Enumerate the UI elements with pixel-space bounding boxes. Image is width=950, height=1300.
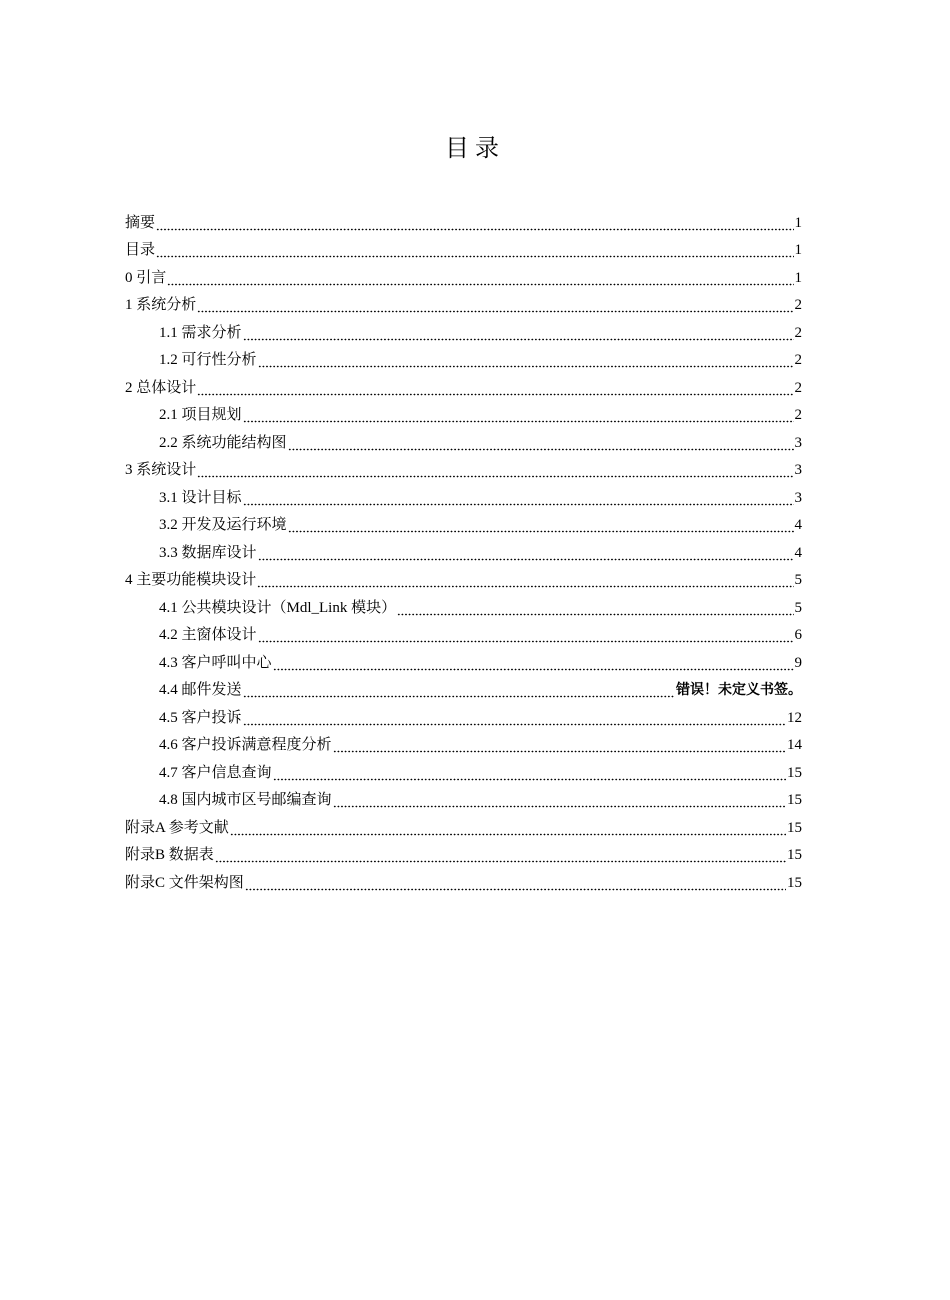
toc-entry[interactable] [125,562,802,590]
toc-entry-label: 4.1 公共模块设计（Mdl_Link 模块） [159,599,397,616]
toc-entry[interactable] [125,782,802,810]
toc-entry-page: 15 [787,764,802,781]
toc-dot-leader [156,215,793,232]
toc-entry-page: 2 [794,352,802,368]
toc-dot-leader [273,765,786,782]
toc-entry-label: 1.2 可行性分析 [159,352,257,368]
toc-entry-label: 3.1 设计目标 [159,489,242,506]
toc-dot-leader [273,655,794,672]
toc-entry-label: 1 系统分析 [125,297,197,313]
toc-entry-page: 4 [794,544,802,561]
toc-entry-page: 3 [794,462,802,478]
toc-entry-page: 错误！未定义书签。 [676,682,802,698]
toc-entry[interactable] [125,259,802,287]
toc-dot-leader [333,792,786,809]
toc-entry-label: 4.5 客户投诉 [159,709,242,726]
toc-entry[interactable] [125,507,802,535]
toc-entry-page: 1 [794,214,802,231]
toc-entry-page: 12 [787,709,802,726]
toc-entry-label: 4 主要功能模块设计 [125,572,257,588]
toc-dot-leader [197,380,793,397]
toc-entry[interactable] [125,699,802,727]
toc-entry-label: 3.2 开发及运行环境 [159,517,287,533]
toc-dot-leader [258,627,794,644]
toc-dot-leader [397,600,793,617]
toc-entry[interactable] [125,232,802,260]
toc-entry-label: 附录B 数据表 [125,847,214,863]
toc-entry-page: 5 [794,599,802,616]
toc-entry[interactable] [125,754,802,782]
toc-dot-leader [230,820,786,837]
toc-entry-page: 15 [787,819,802,836]
toc-entry-label: 4.8 国内城市区号邮编查询 [159,792,332,808]
toc-entry-label: 4.4 邮件发送 [159,682,242,698]
table-of-contents [125,204,802,892]
toc-entry-label: 摘要 [125,214,156,231]
toc-dot-leader [257,572,793,589]
toc-dot-leader [258,352,794,369]
toc-entry[interactable] [125,617,802,645]
toc-entry-page: 1 [794,269,802,286]
toc-dot-leader [333,737,786,754]
toc-dot-leader [215,847,786,864]
toc-entry-page: 1 [794,242,802,258]
toc-dot-leader [245,875,786,892]
toc-entry-label: 4.7 客户信息查询 [159,764,272,781]
toc-entry-label: 附录A 参考文献 [125,819,229,836]
toc-entry-label: 2 总体设计 [125,379,197,396]
toc-entry[interactable] [125,644,802,672]
toc-entry[interactable] [125,672,802,700]
toc-entry[interactable] [125,397,802,425]
toc-entry-page: 5 [794,572,802,588]
toc-entry-page: 2 [794,407,802,423]
toc-entry-page: 4 [794,517,802,533]
toc-entry-label: 目录 [125,242,156,258]
toc-entry[interactable] [125,809,802,837]
toc-dot-leader [288,435,794,452]
toc-dot-leader [288,517,794,534]
toc-dot-leader [197,462,793,479]
toc-entry-label: 2.1 项目规划 [159,407,242,423]
toc-entry[interactable] [125,589,802,617]
toc-entry-page: 2 [794,297,802,313]
toc-entry-label: 4.3 客户呼叫中心 [159,654,272,671]
toc-entry[interactable] [125,864,802,892]
toc-entry[interactable] [125,424,802,452]
toc-dot-leader [258,545,794,562]
toc-dot-leader [156,242,793,259]
toc-entry-page: 6 [794,627,802,643]
toc-entry[interactable] [125,479,802,507]
page-title: 目录 [445,134,505,162]
toc-dot-leader [243,325,794,342]
toc-entry-label: 4.6 客户投诉满意程度分析 [159,737,332,753]
toc-entry-label: 0 引言 [125,269,167,286]
toc-entry-page: 2 [794,324,802,341]
toc-entry[interactable] [125,204,802,232]
toc-entry[interactable] [125,727,802,755]
toc-entry[interactable] [125,369,802,397]
toc-entry[interactable] [125,342,802,370]
toc-dot-leader [197,297,793,314]
toc-dot-leader [243,682,675,699]
toc-dot-leader [243,407,794,424]
toc-entry-label: 4.2 主窗体设计 [159,627,257,643]
toc-entry-page: 2 [794,379,802,396]
toc-dot-leader [167,270,793,287]
toc-entry[interactable] [125,287,802,315]
toc-entry-label: 1.1 需求分析 [159,324,242,341]
toc-entry[interactable] [125,837,802,865]
toc-entry[interactable] [125,452,802,480]
toc-entry-page: 3 [794,434,802,451]
toc-entry-page: 15 [787,792,802,808]
toc-dot-leader [243,710,786,727]
toc-entry-page: 9 [794,654,802,671]
toc-entry[interactable] [125,314,802,342]
toc-entry-page: 15 [787,847,802,863]
toc-entry-label: 3.3 数据库设计 [159,544,257,561]
toc-entry[interactable] [125,534,802,562]
toc-entry-page: 15 [787,874,802,891]
toc-entry-page: 14 [787,737,802,753]
toc-dot-leader [243,490,794,507]
toc-entry-label: 3 系统设计 [125,462,197,478]
toc-entry-label: 附录C 文件架构图 [125,874,244,891]
toc-entry-label: 2.2 系统功能结构图 [159,434,287,451]
toc-entry-page: 3 [794,489,802,506]
